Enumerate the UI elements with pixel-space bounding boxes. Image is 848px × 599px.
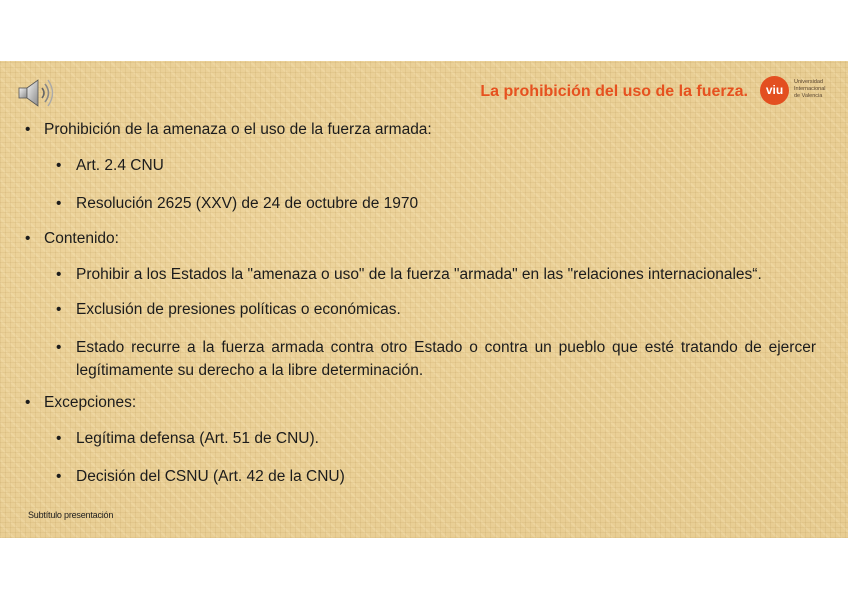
- logo-mark: viu: [760, 76, 789, 105]
- list-item: [24, 394, 816, 412]
- bullet-marker: •: [25, 121, 31, 138]
- list-item: [24, 263, 816, 286]
- bullet-text: Contenido:: [44, 230, 119, 247]
- speaker-icon[interactable]: [16, 77, 58, 109]
- bullet-marker: •: [56, 339, 62, 356]
- bullet-marker: •: [56, 468, 62, 485]
- list-item: [24, 154, 816, 177]
- bullet-marker: •: [56, 430, 62, 447]
- list-item: [24, 298, 816, 321]
- bullet-text: Exclusión de presiones políticas o económicas.: [76, 301, 401, 318]
- list-item: [24, 336, 816, 382]
- logo-text: Universidad Internacional de Valencia: [794, 79, 826, 99]
- bullet-text: Legítima defensa (Art. 51 de CNU).: [76, 430, 319, 447]
- bullet-text: Art. 2.4 CNU: [76, 157, 164, 174]
- bullet-text: Excepciones:: [44, 394, 137, 411]
- bullet-marker: •: [25, 394, 31, 411]
- slide: [0, 61, 848, 538]
- bullet-marker: •: [56, 266, 62, 283]
- list-item: [24, 121, 816, 139]
- bullet-text: Resolución 2625 (XXV) de 24 de octubre de 1970: [76, 195, 419, 212]
- list-item: [24, 192, 816, 215]
- slide-title: La prohibición del uso de la fuerza.: [480, 83, 748, 100]
- list-item: [24, 465, 816, 488]
- bullet-marker: •: [56, 195, 62, 212]
- bullet-text: Estado recurre a la fuerza armada contra otro Estado o contra un pueblo que esté tratando de ejercer legítimamente su derecho a la libre determinación.: [76, 339, 816, 379]
- footer-subtitle: Subtítulo presentación: [28, 510, 114, 520]
- bullet-marker: •: [25, 230, 31, 247]
- viu-logo: [760, 76, 838, 106]
- bullet-marker: •: [56, 157, 62, 174]
- bullet-text: Decisión del CSNU (Art. 42 de la CNU): [76, 468, 345, 485]
- bullet-list: [24, 121, 816, 503]
- bullet-text: Prohibir a los Estados la "amenaza o uso" de la fuerza "armada" en las "relaciones internacionales“.: [76, 266, 762, 283]
- list-item: [24, 427, 816, 450]
- bullet-marker: •: [56, 301, 62, 318]
- bullet-text: Prohibición de la amenaza o el uso de la fuerza armada:: [44, 121, 432, 138]
- list-item: [24, 230, 816, 248]
